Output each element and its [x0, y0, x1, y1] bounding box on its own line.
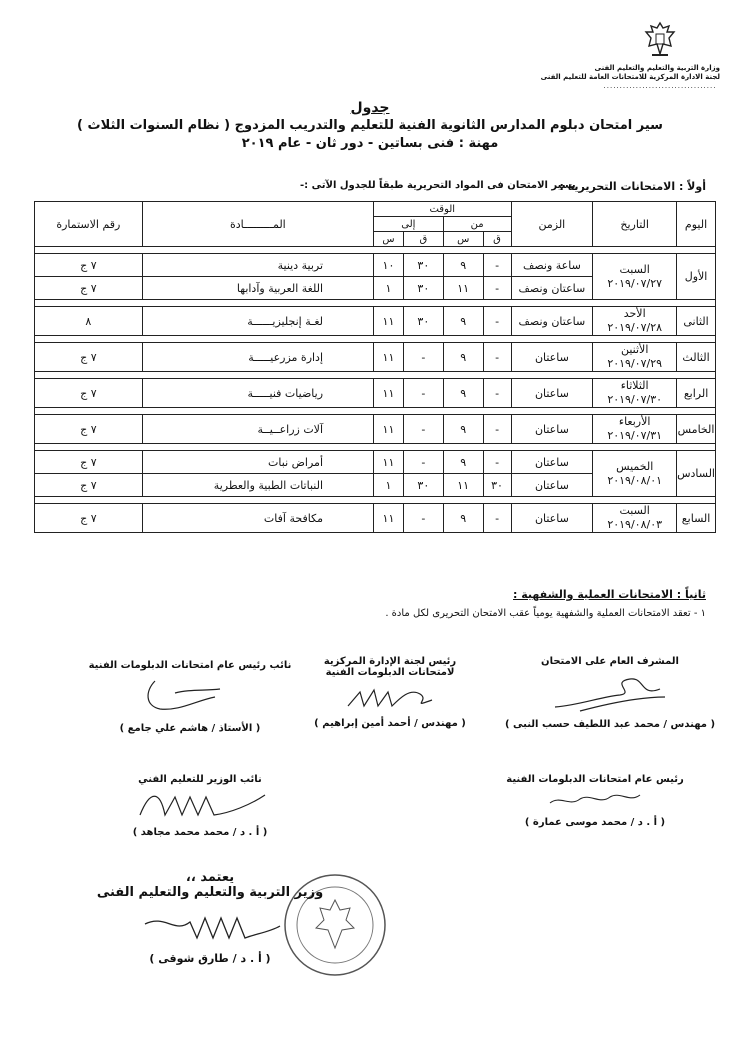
form-cell: ٧ ج	[35, 343, 143, 372]
table-row	[35, 343, 716, 372]
duration-cell: ساعتان	[511, 504, 593, 533]
to-q-cell: -	[403, 415, 443, 444]
section2-line: ١ - تعقد الامتحانات العملية والشفهية يومياً عقب الامتحان التحريرى لكل مادة .	[385, 608, 706, 619]
duration-cell: ساعتان ونصف	[511, 307, 593, 336]
table-row	[35, 307, 716, 336]
from-q-cell: -	[483, 254, 511, 277]
eagle-emblem-icon	[643, 20, 677, 60]
to-q-cell: ٣٠	[403, 277, 443, 300]
date-cell	[593, 415, 677, 444]
table-row	[35, 451, 716, 474]
duration-cell: ساعتان ونصف	[511, 277, 593, 300]
day-name: السبت	[619, 504, 650, 517]
signature-vice-head	[70, 660, 310, 734]
to-s-cell: ١١	[374, 504, 404, 533]
from-q-cell: -	[483, 504, 511, 533]
signature-central-admin	[300, 656, 480, 729]
row-gap	[35, 444, 716, 451]
to-q-cell: ٣٠	[403, 474, 443, 497]
from-s-cell: ٩	[443, 343, 483, 372]
header-to-q: ق	[403, 232, 443, 247]
header-subject: المـــــــــادة	[142, 202, 373, 247]
approval-line1: يعتمد ،،	[185, 870, 235, 885]
day-cell: الثالث	[677, 343, 716, 372]
section1-desc: يسير الامتحان فى المواد التحريرية طبقاً للجدول الآتى :-	[300, 180, 576, 191]
subject-cell: اللغة العربية وآدابها	[142, 277, 373, 300]
date-cell	[593, 307, 677, 336]
from-s-cell: ٩	[443, 451, 483, 474]
sig2-name: ( مهندس / أحمد أمين إبراهيم )	[314, 718, 466, 729]
approval-name: ( أ . د / طارق شوقى )	[149, 952, 271, 965]
to-q-cell: -	[403, 379, 443, 408]
day-name: الخميس	[616, 459, 654, 473]
row-gap	[35, 300, 716, 307]
date-value: ٢٠١٩/٠٨/٠٣	[607, 518, 663, 531]
form-cell: ٧ ج	[35, 415, 143, 444]
signature-scribble-icon	[130, 785, 270, 825]
form-cell: ٧ ج	[35, 277, 143, 300]
signature-scribble-icon	[550, 667, 670, 717]
subject-cell: مكافحة آفات	[142, 504, 373, 533]
day-name: السبت	[619, 262, 650, 276]
to-s-cell: ١١	[374, 343, 404, 372]
row-gap	[35, 247, 716, 254]
from-s-cell: ٩	[443, 307, 483, 336]
header-from-s: س	[443, 232, 483, 247]
to-s-cell: ١١	[374, 379, 404, 408]
approval-block	[60, 870, 360, 965]
to-s-cell: ١	[374, 277, 404, 300]
subject-cell: لغـة إنجليزيــــــة	[142, 307, 373, 336]
sig2-title1: رئيس لجنة الإدارة المركزية	[323, 656, 457, 667]
date-value: ٢٠١٩/٠٧/٢٧	[607, 276, 663, 290]
day-name: الأثنين	[620, 343, 649, 356]
date-cell	[593, 379, 677, 408]
date-cell	[593, 343, 677, 372]
table-row	[35, 504, 716, 533]
header-day: اليوم	[677, 202, 716, 247]
from-s-cell: ٩	[443, 415, 483, 444]
to-s-cell: ١٠	[374, 254, 404, 277]
subject-cell: إدارة مزرعيـــــة	[142, 343, 373, 372]
table-row	[35, 254, 716, 277]
ministry-line1: وزارة التربية والتعليم والتعليم الفنى	[594, 64, 720, 72]
day-name: الأربعاء	[618, 415, 651, 428]
from-s-cell: ١١	[443, 474, 483, 497]
sig4-title: رئيس عام امتحانات الدبلومات الفنية	[506, 774, 684, 785]
sig4-name: ( أ . د / محمد موسى عمارة )	[524, 817, 666, 828]
title-block	[40, 100, 700, 151]
header-from-q: ق	[483, 232, 511, 247]
date-cell	[593, 451, 677, 497]
duration-cell: ساعتان	[511, 451, 593, 474]
signature-scribble-icon	[340, 678, 440, 716]
form-cell: ٨	[35, 307, 143, 336]
date-value: ٢٠١٩/٠٧/٣١	[607, 429, 663, 442]
signature-head-exams	[470, 774, 720, 828]
form-cell: ٧ ج	[35, 379, 143, 408]
to-s-cell: ١١	[374, 415, 404, 444]
signature-deputy-minister	[90, 774, 310, 838]
from-q-cell: -	[483, 307, 511, 336]
signature-scribble-icon	[135, 671, 245, 721]
title-line3: مهنة : فنى بساتين - دور ثان - عام ٢٠١٩	[241, 136, 499, 151]
duration-cell: ساعتان	[511, 474, 593, 497]
table-row	[35, 379, 716, 408]
title-line1: جدول	[350, 100, 390, 116]
day-cell: الثانى	[677, 307, 716, 336]
duration-cell: ساعتان	[511, 415, 593, 444]
to-q-cell: -	[403, 343, 443, 372]
date-cell	[593, 504, 677, 533]
duration-cell: ساعتان	[511, 379, 593, 408]
table-row	[35, 415, 716, 444]
sig3-title: نائب رئيس عام امتحانات الدبلومات الفنية	[88, 660, 292, 671]
subject-cell: النباتات الطبية والعطرية	[142, 474, 373, 497]
form-cell: ٧ ج	[35, 474, 143, 497]
sig5-title: نائب الوزير للتعليم الفني	[138, 774, 262, 785]
day-cell: السابع	[677, 504, 716, 533]
form-cell: ٧ ج	[35, 254, 143, 277]
ministry-line2: لجنة الادارة المركزية للامتحانات العامة للتعليم الفنى	[540, 73, 720, 81]
from-q-cell: -	[483, 379, 511, 408]
from-s-cell: ٩	[443, 254, 483, 277]
section2-label: ثانياً : الامتحانات العملية والشفهية :	[513, 588, 706, 601]
row-gap	[35, 497, 716, 504]
to-s-cell: ١	[374, 474, 404, 497]
from-q-cell: ٣٠	[483, 474, 511, 497]
header-from: من	[443, 217, 511, 232]
date-cell	[593, 254, 677, 300]
row-gap	[35, 372, 716, 379]
date-value: ٢٠١٩/٠٧/٣٠	[607, 393, 663, 406]
date-value: ٢٠١٩/٠٧/٢٩	[607, 357, 663, 370]
sig3-name: ( الأستاذ / هاشم علي جامع )	[119, 723, 261, 734]
header-duration: الزمن	[511, 202, 593, 247]
day-name: الأحد	[623, 307, 646, 320]
exam-schedule-table	[34, 201, 716, 533]
day-cell: الرابع	[677, 379, 716, 408]
sig2-title2: لامتحانات الدبلومات الفنية	[325, 667, 455, 678]
form-cell: ٧ ج	[35, 504, 143, 533]
to-q-cell: -	[403, 451, 443, 474]
ministry-header	[540, 20, 720, 90]
section1-label: أولاً : الامتحانات التحريرية :	[559, 180, 706, 193]
to-q-cell: ٣٠	[403, 254, 443, 277]
duration-cell: ساعة ونصف	[511, 254, 593, 277]
divider: ...................................	[603, 82, 717, 90]
title-line2: سير امتحان دبلوم المدارس الثانوية الفنية للتعليم والتدريب المزدوج ( نظام السنوات الثلاث )	[77, 118, 663, 133]
to-s-cell: ١١	[374, 307, 404, 336]
signature-scribble-icon	[135, 904, 285, 944]
header-to-s: س	[374, 232, 404, 247]
header-form: رقم الاستمارة	[35, 202, 143, 247]
date-value: ٢٠١٩/٠٨/٠١	[607, 473, 663, 487]
from-q-cell: -	[483, 415, 511, 444]
approval-line2: وزير التربية والتعليم والتعليم الفنى	[96, 885, 324, 900]
subject-cell: آلات زراعــيــة	[142, 415, 373, 444]
sig5-name: ( أ . د / محمد محمد مجاهد )	[132, 827, 268, 838]
from-q-cell: -	[483, 451, 511, 474]
day-cell: الخامس	[677, 415, 716, 444]
to-q-cell: -	[403, 504, 443, 533]
day-name: الثلاثاء	[620, 379, 649, 392]
from-q-cell: -	[483, 343, 511, 372]
date-value: ٢٠١٩/٠٧/٢٨	[607, 321, 663, 334]
row-gap	[35, 408, 716, 415]
subject-cell: أمراض نبات	[142, 451, 373, 474]
day-cell: الأول	[677, 254, 716, 300]
header-to: إلى	[374, 217, 444, 232]
signature-general-supervisor	[500, 656, 720, 730]
sig1-title: المشرف العام على الامتحان	[541, 656, 679, 667]
form-cell: ٧ ج	[35, 451, 143, 474]
row-gap	[35, 336, 716, 343]
from-s-cell: ١١	[443, 277, 483, 300]
from-q-cell: -	[483, 277, 511, 300]
sig1-name: ( مهندس / محمد عبد اللطيف حسب النبى )	[504, 719, 716, 730]
to-s-cell: ١١	[374, 451, 404, 474]
subject-cell: رياضيات فنيـــــة	[142, 379, 373, 408]
day-cell: السادس	[677, 451, 716, 497]
from-s-cell: ٩	[443, 379, 483, 408]
to-q-cell: ٣٠	[403, 307, 443, 336]
header-date: التاريخ	[593, 202, 677, 247]
subject-cell: تربية دينية	[142, 254, 373, 277]
duration-cell: ساعتان	[511, 343, 593, 372]
signature-scribble-icon	[545, 785, 645, 815]
header-time: الوقت	[374, 202, 512, 217]
from-s-cell: ٩	[443, 504, 483, 533]
